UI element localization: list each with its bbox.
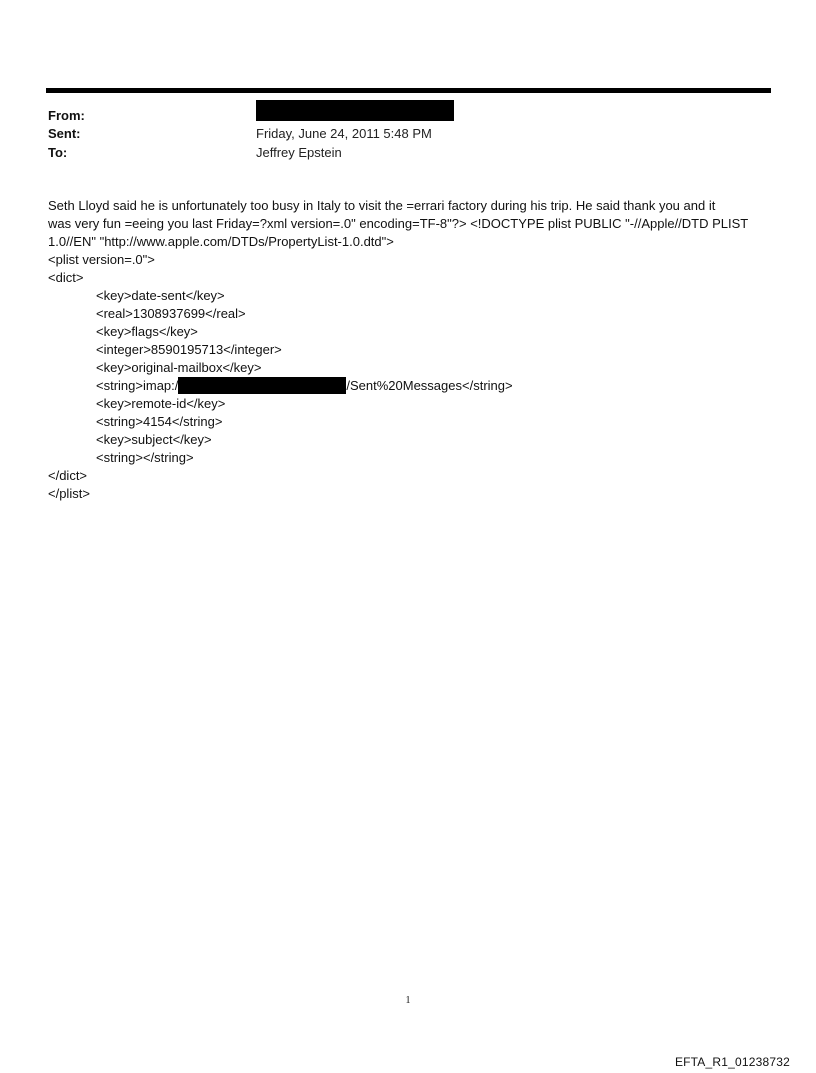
email-body [48,197,768,503]
to-label: To: [48,145,68,160]
plist-line: <string>4154</string> [96,414,223,429]
plist-line: <key>original-mailbox</key> [96,360,262,375]
redaction-box [256,100,454,121]
plist-line: <real>1308937699</real> [96,306,246,321]
plist-line: <key>date-sent</key> [96,288,225,303]
to-value: Jeffrey Epstein [256,145,342,160]
page-number: 1 [405,995,411,1006]
plist-line: <key>flags</key> [96,324,198,339]
redaction-box [178,377,346,394]
body-line: </dict> [48,468,88,483]
body-line: <dict> [48,270,84,285]
body-line: 1.0//EN" "http://www.apple.com/DTDs/PropertyList-1.0.dtd"> [48,234,394,249]
sent-label: Sent: [48,126,81,141]
plist-line: <integer>8590195713</integer> [96,342,282,357]
sent-value: Friday, June 24, 2011 5:48 PM [256,126,432,141]
from-label: From: [48,108,85,123]
imap-suffix: /Sent%20Messages</string> [346,378,513,393]
plist-imap-line [48,377,768,395]
plist-line: <key>remote-id</key> [96,396,226,411]
body-line: </plist> [48,486,90,501]
from-value [256,100,454,121]
imap-prefix: <string>imap:/ [96,378,179,393]
body-line: was very fun =eeing you last Friday=?xml version=.0" encoding=TF-8"?> <!DOCTYPE plist PUBLIC "-//Apple//DTD PLIST [48,216,749,231]
plist-line: <string></string> [96,450,194,465]
body-line: <plist version=.0"> [48,252,155,267]
bates-number: EFTA_R1_01238732 [674,1055,790,1069]
plist-line: <key>subject</key> [96,432,212,447]
body-line: Seth Lloyd said he is unfortunately too busy in Italy to visit the =errari factory during his trip. He said thank you and it [48,198,716,213]
header-rule [46,88,771,93]
